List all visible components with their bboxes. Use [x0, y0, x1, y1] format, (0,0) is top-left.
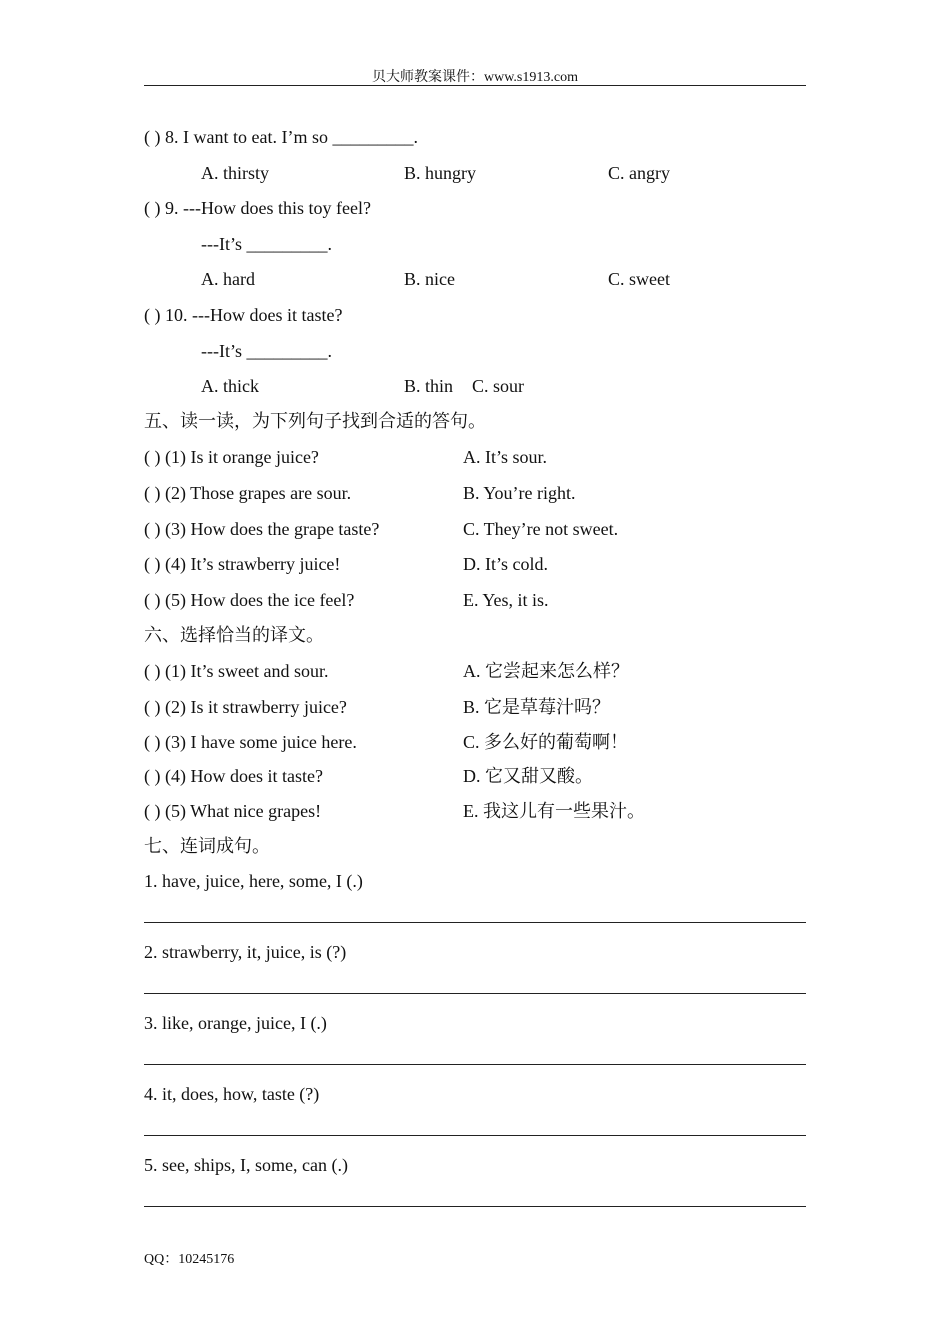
section-6-title: 六、选择恰当的译文。: [144, 625, 324, 645]
section-6-question: ( ) (5) What nice grapes!: [144, 801, 322, 821]
word-order-item: 5. see, ships, I, some, can (.): [144, 1155, 348, 1175]
question-10-reply: ---It’s _________.: [201, 341, 332, 361]
question-9-reply: ---It’s _________.: [201, 234, 332, 254]
footer-qq: QQ：10245176: [144, 1252, 235, 1267]
header-rule: [144, 85, 806, 86]
question-9-stem: ( ) 9. ---How does this toy feel?: [144, 198, 371, 218]
answer-line: [144, 922, 806, 923]
answer-line: [144, 1064, 806, 1065]
question-10-option-c: C. sour: [472, 376, 525, 396]
section-5-question: ( ) (4) It’s strawberry juice!: [144, 554, 341, 574]
section-5-title: 五、读一读，为下列句子找到合适的答句。: [144, 411, 486, 431]
section-6-answer: E. 我这儿有一些果汁。: [463, 801, 645, 821]
answer-line: [144, 1135, 806, 1136]
question-10-option-a: A. thick: [201, 376, 259, 396]
question-8-stem: ( ) 8. I want to eat. I’m so _________.: [144, 127, 418, 147]
section-6-answer: C. 多么好的葡萄啊！: [463, 732, 629, 752]
section-6-answer: D. 它又甜又酸。: [463, 766, 593, 786]
question-10-stem: ( ) 10. ---How does it taste?: [144, 305, 343, 325]
question-9-option-b: B. nice: [404, 269, 455, 289]
word-order-item: 4. it, does, how, taste (?): [144, 1084, 320, 1104]
section-5-answer: D. It’s cold.: [463, 554, 548, 574]
answer-line: [144, 1206, 806, 1207]
section-5-answer: E. Yes, it is.: [463, 590, 549, 610]
question-10-option-b: B. thin: [404, 376, 454, 396]
section-5-question: ( ) (3) How does the grape taste?: [144, 519, 380, 539]
section-5-answer: A. It’s sour.: [463, 447, 548, 467]
section-6-question: ( ) (1) It’s sweet and sour.: [144, 661, 329, 681]
word-order-item: 1. have, juice, here, some, I (.): [144, 871, 363, 891]
question-8-option-a: A. thirsty: [201, 163, 270, 183]
section-5-question: ( ) (1) Is it orange juice?: [144, 447, 319, 467]
section-6-question: ( ) (2) Is it strawberry juice?: [144, 697, 347, 717]
section-5-answer: C. They’re not sweet.: [463, 519, 619, 539]
section-6-question: ( ) (4) How does it taste?: [144, 766, 323, 786]
section-5-answer: B. You’re right.: [463, 483, 576, 503]
section-7-title: 七、连词成句。: [144, 836, 270, 856]
page-header: 贝大师教案课件：www.s1913.com: [372, 70, 578, 85]
question-8-option-b: B. hungry: [404, 163, 476, 183]
section-5-question: ( ) (2) Those grapes are sour.: [144, 483, 352, 503]
section-6-answer: A. 它尝起来怎么样？: [463, 661, 629, 681]
question-8-option-c: C. angry: [608, 163, 670, 183]
word-order-item: 2. strawberry, it, juice, is (?): [144, 942, 347, 962]
question-9-option-c: C. sweet: [608, 269, 670, 289]
section-5-question: ( ) (5) How does the ice feel?: [144, 590, 355, 610]
section-6-question: ( ) (3) I have some juice here.: [144, 732, 357, 752]
question-9-option-a: A. hard: [201, 269, 255, 289]
word-order-item: 3. like, orange, juice, I (.): [144, 1013, 327, 1033]
section-6-answer: B. 它是草莓汁吗？: [463, 697, 611, 717]
answer-line: [144, 993, 806, 994]
